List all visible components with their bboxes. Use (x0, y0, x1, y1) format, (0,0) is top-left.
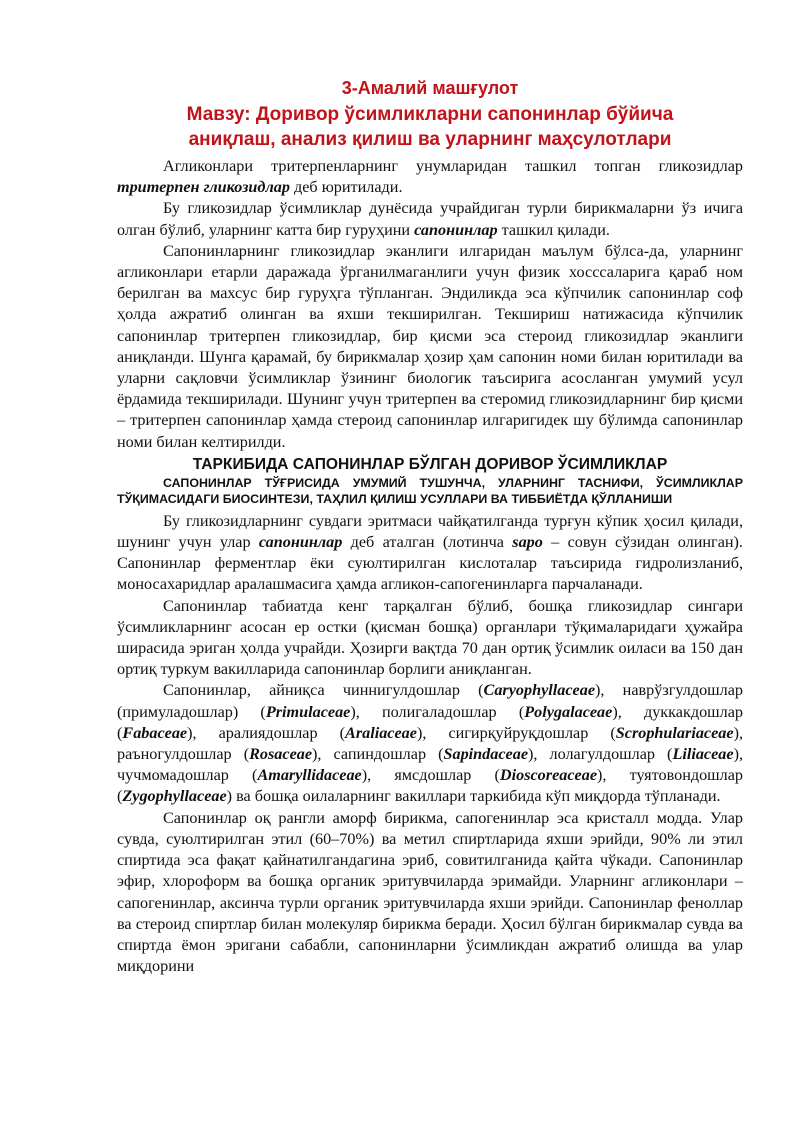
family-latin: Araliaceae (345, 723, 417, 742)
family-latin: Amaryllidaceae (257, 766, 362, 785)
paragraph-body-3: Сапонинлар оқ рангли аморф бирикма, сапогенинлар эса кристалл модда. Улар сувда, суюлтирилган этил (60–70%) ва метил спиртларида яхши эрийди, 90% ли этил спиртида эса фақат қайнатилгандагина эриб, совитилганида қайта чўкади. Сапонинлар эфир, хлороформ ва бошқа органик эритувчиларда эримайди. Уларнинг агликонлари – сапогенинлар, аксинча турли органик эритувчиларда яхши эрийди. Сапонинлар феноллар ва стероид спиртлар билан молекуляр бирикма беради. Ҳосил бўлган бирикмалар сувда ва спиртда ёмон эригани сабабли, сапонинларни ўсимликдан ажратиб олишда ва улар миқдорини (117, 808, 743, 976)
family-latin: Liliaceae (672, 745, 734, 764)
family-latin: Zygophyllaceae (122, 787, 227, 806)
section-heading: ТАРКИБИДА САПОНИНЛАР БЎЛГАН ДОРИВОР ЎСИМЛИКЛАР (192, 455, 668, 473)
paragraph-intro-2: Бу гликозидлар ўсимликлар дунёсида учрайдиган турли бирикмаларни ўз ичига олган бўлиб, уларнинг катта бир гуруҳини сапонинлар ташкил қилади. (117, 199, 743, 239)
family-latin: Primulaceae (265, 702, 351, 721)
paragraph-intro-3: Сапонинларнинг гликозидлар эканлиги илгаридан маълум бўлса-да, уларнинг агликонлари етарли даражада ўрганилмаганлиги учун физик хосссаларига қараб ном берилган ва махсус бир гуруҳга тўпланган. Эндиликда эса кўпчилик сапонинлар соф ҳолда ажратиб олинган ва яхши текширилган. Текшириш натижасида кўпчилик сапонинлар тритерпен гликозидлар, бир қисми эса стероид гликозидлар эканлиги аниқланди. Шунга қарамай, бу бирикмалар ҳозир ҳам сапонин номи билан юритилади ва уларни сақловчи ўсимликлар ўзининг биологик таъсирига асосланган умумий усул ёрдамида текширилади. Шунинг учун тритерпен ва стеромид гликозидларнинг бир қисми – тритерпен сапонинлар ҳамда стероид сапонинлар илгаригидек шу бўлимда сапонинлар номи билан келтирилди. (117, 241, 743, 451)
lesson-title (117, 74, 743, 152)
term-saponins: сапонинлар (414, 220, 498, 239)
term-sapo: sapo (512, 533, 543, 552)
document-page (117, 74, 743, 977)
term-saponins-2: сапонинлар (258, 533, 343, 552)
family-latin: Dioscoreaceae (499, 766, 598, 785)
paragraph-body-2: Сапонинлар табиатда кенг тарқалган бўлиб, бошқа гликозидлар сингари ўсимликларнинг асосан ер остки (қисман бошқа) органлари тўқималаридаги ҳужайра ширасида эриган ҳолда учрайди. Ҳозирги вақтда 70 дан ортиқ ўсимлик оиласи ва 150 дан ортиқ туркум вакилларида сапонинлар борлиги аниқланган. (117, 596, 743, 679)
paragraph-body-1: Бу гликозидларнинг сувдаги эритмаси чайқатилганда турғун кўпик ҳосил қилади, шунинг учун улар сапонинлар деб аталган (лотинча sapo – совун сўзидан олинган). Сапонинлар ферментлар ёки суюлтирилган кислоталар таъсирида гидролизланиб, моносахаридлар аралашмасига ҳамда агликон-сапогенинларга парчаланади. (117, 511, 743, 594)
term-triterpene-glycosides: тритерпен гликозидлар (117, 178, 290, 197)
topic-line-1: Мавзу: Доривор ўсимликларни сапонинлар бўйича (186, 104, 674, 125)
section-subheading: САПОНИНЛАР ТЎҒРИСИДА УМУМИЙ ТУШУНЧА, УЛАРНИНГ ТАСНИФИ, ЎСИМЛИКЛАР ТЎҚИМАСИДАГИ БИОСИНТЕЗИ, ТАҲЛИЛ ҚИЛИШ УСУЛЛАРИ ВА ТИББИЁТДА ҚЎЛЛАНИШИ (117, 475, 743, 506)
topic-line-2: аниқлаш, анализ қилиш ва уларнинг маҳсулотлари (188, 129, 672, 150)
family-latin: Sapindaceae (443, 745, 529, 764)
paragraph-families: Сапонинлар, айниқса чиннигулдошлар (Caryophyllaceae), наврўзгулдошлар (примуладошлар) (Primulaceae), полигаладошлар (Polygalaceae), дуккакдошлар (Fabaceae), аралиядошлар (Araliaceae), сигирқуйруқдошлар (Scrophulariaceae), раъногулдошлар (Rosaceae), сапиндошлар (Sapindaceae), лолагулдошлар (Liliaceae), чучмомадошлар (Amaryllidaceae), ямсдошлар (Dioscoreaceae), туятовондошлар (Zygophyllaceae) ва бошқа оилаларнинг вакиллари таркибида кўп миқдорда тўпланади. (117, 681, 744, 806)
family-latin: Fabaceae (122, 723, 188, 742)
family-latin: Polygalaceae (524, 702, 613, 721)
family-latin: Rosaceae (249, 745, 313, 764)
paragraph-intro-1: Агликонлари тритерпенларнинг унумларидан ташкил топган гликозидлар тритерпен гликозидлар деб юритилади. (117, 157, 743, 197)
family-latin: Caryophyllaceae (483, 681, 596, 700)
family-latin: Scrophulariaceae (615, 723, 734, 742)
lesson-number: 3-Амалий машғулот (341, 78, 519, 98)
